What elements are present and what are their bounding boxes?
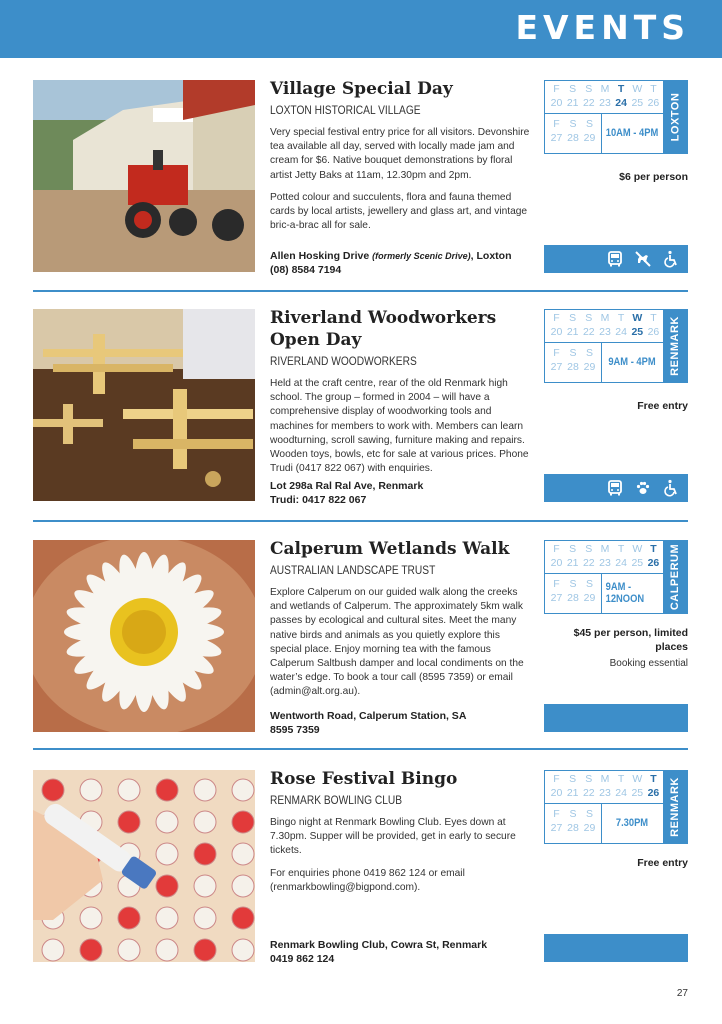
event-venue: RENMARK BOWLING CLUB <box>270 793 403 807</box>
cal-weekend <box>545 803 602 843</box>
cal-weekday: T <box>617 312 625 324</box>
cal-date: 23 <box>599 557 611 569</box>
cal-date: 29 <box>583 592 596 604</box>
address-line-end: , Loxton <box>470 250 512 262</box>
cal-weekday: F <box>553 347 560 359</box>
accessibility-bar <box>544 474 688 502</box>
cal-date: 26 <box>647 787 660 799</box>
address-line: Allen Hosking Drive <box>270 250 370 262</box>
event-location: CALPERUM <box>669 543 681 611</box>
event-address <box>270 939 540 966</box>
cal-weekday: S <box>569 808 577 820</box>
event-description-paragraph: Potted colour and succulents, flora and fauna themed cards by local artists, jewellery and glass art, and vintage bric-a-brac all for sale. <box>270 191 528 232</box>
cal-date: 24 <box>615 787 627 799</box>
cal-date: 23 <box>599 97 611 109</box>
event-photo <box>33 80 255 272</box>
cal-weekday: M <box>600 312 610 324</box>
cal-weekday: S <box>569 312 577 324</box>
cal-date: 20 <box>550 326 563 338</box>
cal-date: 23 <box>599 326 611 338</box>
cal-weekday: S <box>585 312 593 324</box>
event-location-tab <box>663 541 687 613</box>
bus-icon <box>606 250 624 268</box>
cal-date: 27 <box>550 361 563 373</box>
cal-date: 29 <box>583 132 596 144</box>
cal-weekday: T <box>617 773 625 785</box>
page-number: 27 <box>676 988 688 999</box>
event-description-paragraph: For enquiries phone 0419 862 124 or email (renmarkbowling@bigpond.com). <box>270 867 465 893</box>
accessibility-bar <box>544 704 688 732</box>
event-description-paragraph: Explore Calperum on our guided walk along the creeks and wetlands of Calperum. The approximately 5km walk passes by ecological and cultural sites. Meet the many native birds and animals as you quietly explore this special place. Enjoy morning tea with the famous Calperum Saltbush damper and local condiments on the water’s edge. To book a tour call (8595 7359) or email (admin@alt.org.au). <box>270 587 524 698</box>
accessibility-bar <box>544 245 688 273</box>
cal-weekday: S <box>585 808 593 820</box>
page-header <box>0 0 722 58</box>
event-photo <box>33 309 255 501</box>
cal-weekday: S <box>569 543 577 555</box>
cal-weekday: M <box>600 773 610 785</box>
cal-weekday: W <box>632 773 643 785</box>
cal-weekend <box>545 342 602 382</box>
cal-date: 29 <box>583 361 596 373</box>
event-address <box>270 480 540 507</box>
event-venue: AUSTRALIAN LANDSCAPE TRUST <box>270 563 436 577</box>
event-title <box>270 78 530 118</box>
cal-weekday: W <box>632 543 643 555</box>
bus-icon <box>606 479 624 497</box>
event-time: 7.30PM <box>615 817 649 829</box>
cal-weekday: T <box>617 543 625 555</box>
event-location-tab <box>663 81 687 153</box>
cal-weekday: T <box>650 312 657 324</box>
cal-weekday: F <box>553 773 560 785</box>
event-divider <box>33 520 688 522</box>
cal-date: 26 <box>647 557 660 569</box>
cal-weekday: M <box>600 543 610 555</box>
cal-weekday: F <box>553 83 560 95</box>
cal-date: 21 <box>566 787 579 799</box>
cal-date: 28 <box>567 822 579 834</box>
cal-date: 24 <box>615 557 627 569</box>
cal-date: 25 <box>631 557 644 569</box>
cal-date: 27 <box>550 132 563 144</box>
cal-weekday: S <box>569 118 577 130</box>
cal-weekday: S <box>569 578 577 590</box>
event-price: Free entry <box>637 400 688 412</box>
address-line: Renmark Bowling Club, Cowra St, Renmark <box>270 939 488 951</box>
cal-date: 20 <box>550 787 563 799</box>
event-description <box>270 126 532 241</box>
cal-weekend <box>545 573 602 613</box>
cal-date: 28 <box>567 361 579 373</box>
cal-week <box>545 771 663 804</box>
cal-weekday: T <box>650 543 657 555</box>
cal-date: 22 <box>582 787 595 799</box>
cal-week <box>545 541 663 574</box>
event-description <box>270 586 532 708</box>
cal-date: 29 <box>583 822 596 834</box>
event-description <box>270 816 532 903</box>
cal-weekday: F <box>553 312 560 324</box>
event-address <box>270 250 540 277</box>
cal-weekday: S <box>585 347 593 359</box>
cal-weekday: W <box>632 312 643 324</box>
cal-date: 21 <box>566 97 579 109</box>
contact-phone: 0419 862 124 <box>270 952 335 965</box>
cal-weekday: S <box>585 83 593 95</box>
cal-date: 21 <box>566 326 579 338</box>
event-location: LOXTON <box>669 92 682 142</box>
event-location-tab <box>663 771 687 843</box>
cal-weekday: T <box>617 83 625 95</box>
cal-weekday: F <box>553 808 560 820</box>
cal-date: 24 <box>615 97 627 109</box>
cal-weekday: T <box>650 83 657 95</box>
cal-week <box>545 310 663 343</box>
cal-date: 27 <box>550 822 563 834</box>
cal-weekday: S <box>585 578 593 590</box>
event-price: $6 per person <box>619 171 688 183</box>
cal-weekday: S <box>569 773 577 785</box>
event-address <box>270 710 540 737</box>
event-time: 9AM - 4PM <box>608 356 656 368</box>
cal-date: 22 <box>582 557 595 569</box>
cal-date: 25 <box>631 787 644 799</box>
cal-weekend <box>545 113 602 153</box>
event-title-line: Rose Festival Bingo <box>270 769 458 789</box>
contact-phone: (08) 8584 7194 <box>270 263 342 276</box>
event-title <box>270 307 530 369</box>
event-calendar <box>544 309 688 383</box>
event-location: RENMARK <box>669 316 682 376</box>
cal-weekday: T <box>650 773 657 785</box>
wheelchair-icon <box>662 479 680 497</box>
cal-weekday: F <box>553 578 560 590</box>
cal-weekday: S <box>585 543 593 555</box>
contact-phone: 8595 7359 <box>270 723 320 736</box>
event-divider <box>33 290 688 292</box>
event-description-paragraph: Held at the craft centre, rear of the old Renmark high school. The group – formed in 2004 – will have a comprehensive display of woodworking tools and machines for members to work with. Members can learn woodturning, scroll sawing, furniture making and repairs. Wooden toys, bowls, etc for sale at various prices. Phone Trudi (0417 822 067) with enquiries. <box>270 378 529 475</box>
cal-date: 27 <box>550 592 563 604</box>
event-photo <box>33 770 255 962</box>
cal-date: 25 <box>631 97 644 109</box>
cal-date: 22 <box>582 97 595 109</box>
event-time: 9AM - 12NOON <box>605 581 645 605</box>
cal-week <box>545 81 663 114</box>
event-title-line: Village Special Day <box>270 79 453 99</box>
cal-weekday: F <box>553 543 560 555</box>
event-title-line: Riverland Woodworkers <box>270 308 497 328</box>
event-photo <box>33 540 255 732</box>
event-calendar <box>544 540 688 614</box>
cal-date: 20 <box>550 557 563 569</box>
event-note: Booking essential <box>609 658 688 669</box>
event-calendar <box>544 80 688 154</box>
cal-weekday: S <box>585 773 593 785</box>
event-price: Free entry <box>637 857 688 869</box>
event-title <box>270 768 530 808</box>
wheelchair-icon <box>662 250 680 268</box>
cal-date: 28 <box>567 132 579 144</box>
event-venue: RIVERLAND WOODWORKERS <box>270 354 417 368</box>
cal-date: 23 <box>599 787 611 799</box>
cal-date: 26 <box>647 97 660 109</box>
event-location: RENMARK <box>669 777 682 837</box>
address-line: Wentworth Road, Calperum Station, SA <box>270 710 467 722</box>
event-title-line: Calperum Wetlands Walk <box>270 539 510 559</box>
accessibility-bar <box>544 934 688 962</box>
cal-date: 21 <box>566 557 579 569</box>
address-line: Lot 298a Ral Ral Ave, Renmark <box>270 480 424 492</box>
event-description-paragraph: Bingo night at Renmark Bowling Club. Eyes down at 7.30pm. Supper will be provided, get in early to secure tickets. <box>270 817 516 857</box>
cal-date: 24 <box>615 326 627 338</box>
no-dogs-icon <box>634 250 652 268</box>
cal-date: 22 <box>582 326 595 338</box>
event-title <box>270 538 530 578</box>
cal-weekday: M <box>600 83 610 95</box>
cal-date: 26 <box>647 326 660 338</box>
event-price: $45 per person, limited places <box>573 627 688 653</box>
event-venue: LOXTON HISTORICAL VILLAGE <box>270 103 421 117</box>
cal-date: 28 <box>567 592 579 604</box>
contact-phone: Trudi: 0417 822 067 <box>270 493 367 506</box>
event-title-line: Open Day <box>270 330 362 350</box>
page-title: EVENTS <box>515 8 690 47</box>
cal-weekday: F <box>553 118 560 130</box>
cal-weekday: S <box>569 83 577 95</box>
cal-date: 25 <box>631 326 644 338</box>
cal-weekday: W <box>632 83 643 95</box>
event-location-tab <box>663 310 687 382</box>
event-description-paragraph: Very special festival entry price for all visitors. Devonshire tea available all day, served with locally made jam and cream for $6. Native bouquet demonstrations by floral artist Jetty Baks at 11am, 12.30pm and 2pm. <box>270 127 530 181</box>
cal-weekday: S <box>585 118 593 130</box>
paw-icon <box>634 479 652 497</box>
event-divider <box>33 748 688 750</box>
event-description <box>270 377 532 484</box>
address-note: (formerly Scenic Drive) <box>372 251 471 261</box>
event-time: 10AM - 4PM <box>605 127 659 139</box>
cal-date: 20 <box>550 97 563 109</box>
event-calendar <box>544 770 688 844</box>
cal-weekday: S <box>569 347 577 359</box>
